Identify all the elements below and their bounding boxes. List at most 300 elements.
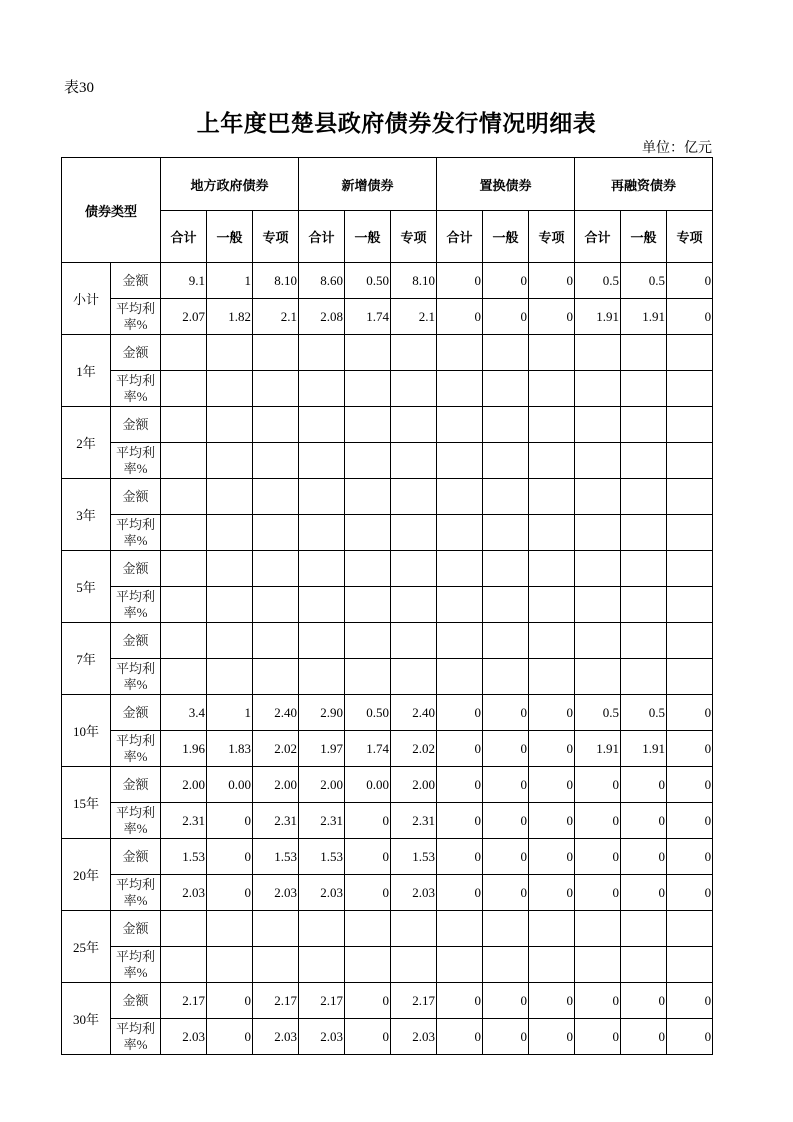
value-cell: 0.50 (345, 263, 391, 299)
value-cell (299, 371, 345, 407)
value-cell: 0 (437, 767, 483, 803)
value-cell (529, 947, 575, 983)
value-cell: 1.53 (161, 839, 207, 875)
value-cell: 8.60 (299, 263, 345, 299)
group-header-refinancing: 再融资债券 (575, 158, 713, 211)
value-cell: 2.03 (391, 875, 437, 911)
value-cell (345, 407, 391, 443)
value-cell (621, 479, 667, 515)
value-cell (529, 623, 575, 659)
term-label: 3年 (62, 479, 111, 551)
amount-label: 金额 (111, 839, 161, 875)
value-cell (621, 407, 667, 443)
value-cell: 1.91 (621, 299, 667, 335)
value-cell: 0 (667, 803, 713, 839)
term-label: 25年 (62, 911, 111, 983)
value-cell: 8.10 (391, 263, 437, 299)
table-row-rate (62, 659, 713, 695)
value-cell: 3.4 (161, 695, 207, 731)
value-cell (483, 407, 529, 443)
value-cell (437, 623, 483, 659)
value-cell (667, 335, 713, 371)
value-cell (253, 371, 299, 407)
value-cell (529, 479, 575, 515)
value-cell (667, 371, 713, 407)
value-cell (621, 587, 667, 623)
value-cell: 0 (207, 839, 253, 875)
value-cell: 0 (483, 767, 529, 803)
term-label: 7年 (62, 623, 111, 695)
bond-issuance-table (61, 157, 713, 1055)
value-cell: 1.74 (345, 299, 391, 335)
value-cell: 0 (529, 299, 575, 335)
rate-label: 平均利率% (111, 515, 161, 551)
value-cell (575, 479, 621, 515)
value-cell: 0 (437, 731, 483, 767)
corner-header: 债券类型 (62, 158, 161, 263)
value-cell (299, 551, 345, 587)
value-cell (529, 911, 575, 947)
rate-label: 平均利率% (111, 587, 161, 623)
value-cell: 0 (437, 1019, 483, 1055)
value-cell (529, 335, 575, 371)
subcol-header-special: 专项 (253, 211, 299, 263)
value-cell (621, 515, 667, 551)
term-label: 2年 (62, 407, 111, 479)
value-cell: 2.03 (391, 1019, 437, 1055)
value-cell: 0 (667, 299, 713, 335)
value-cell: 2.1 (253, 299, 299, 335)
value-cell: 2.40 (391, 695, 437, 731)
rate-label: 平均利率% (111, 299, 161, 335)
value-cell: 0 (667, 767, 713, 803)
value-cell (483, 515, 529, 551)
group-header-replacement: 置换债券 (437, 158, 575, 211)
value-cell: 0 (437, 263, 483, 299)
value-cell: 1.53 (391, 839, 437, 875)
value-cell: 0 (667, 839, 713, 875)
value-cell: 0 (529, 875, 575, 911)
value-cell: 2.17 (161, 983, 207, 1019)
table-row-rate (62, 875, 713, 911)
value-cell: 2.90 (299, 695, 345, 731)
group-header-new: 新增债券 (299, 158, 437, 211)
term-label: 10年 (62, 695, 111, 767)
value-cell (161, 515, 207, 551)
table-row-amount (62, 695, 713, 731)
table-row-rate (62, 947, 713, 983)
value-cell: 2.31 (161, 803, 207, 839)
value-cell: 2.17 (299, 983, 345, 1019)
value-cell (483, 335, 529, 371)
value-cell (391, 479, 437, 515)
value-cell (161, 623, 207, 659)
value-cell: 0 (345, 875, 391, 911)
subcol-header-special: 专项 (529, 211, 575, 263)
unit-label: 单位：亿元 (642, 141, 712, 156)
value-cell (621, 371, 667, 407)
term-label: 5年 (62, 551, 111, 623)
value-cell (575, 623, 621, 659)
table-row-amount (62, 767, 713, 803)
value-cell (299, 479, 345, 515)
value-cell: 0 (667, 263, 713, 299)
term-label: 15年 (62, 767, 111, 839)
value-cell: 1.91 (575, 299, 621, 335)
value-cell: 2.03 (161, 1019, 207, 1055)
value-cell: 0 (529, 839, 575, 875)
value-cell (391, 551, 437, 587)
value-cell (483, 587, 529, 623)
table-row-rate (62, 731, 713, 767)
amount-label: 金额 (111, 695, 161, 731)
value-cell (575, 587, 621, 623)
value-cell (437, 587, 483, 623)
value-cell (391, 515, 437, 551)
value-cell (253, 479, 299, 515)
subcol-header-special: 专项 (391, 211, 437, 263)
value-cell: 0 (529, 731, 575, 767)
value-cell: 0 (575, 1019, 621, 1055)
value-cell: 0 (207, 983, 253, 1019)
value-cell: 0 (483, 731, 529, 767)
value-cell: 0 (529, 803, 575, 839)
value-cell (207, 407, 253, 443)
value-cell: 0 (529, 1019, 575, 1055)
value-cell (161, 407, 207, 443)
value-cell (345, 515, 391, 551)
value-cell (345, 443, 391, 479)
value-cell (345, 479, 391, 515)
value-cell (621, 551, 667, 587)
value-cell (345, 551, 391, 587)
header-row-groups (62, 158, 713, 211)
value-cell: 0 (621, 1019, 667, 1055)
term-label: 20年 (62, 839, 111, 911)
value-cell (299, 947, 345, 983)
value-cell (621, 947, 667, 983)
value-cell: 0 (575, 767, 621, 803)
term-label: 1年 (62, 335, 111, 407)
value-cell (667, 587, 713, 623)
value-cell: 0 (207, 1019, 253, 1055)
value-cell: 0 (483, 299, 529, 335)
rate-label: 平均利率% (111, 443, 161, 479)
value-cell: 2.03 (161, 875, 207, 911)
value-cell (483, 623, 529, 659)
value-cell (253, 659, 299, 695)
value-cell (529, 371, 575, 407)
value-cell (483, 659, 529, 695)
rate-label: 平均利率% (111, 803, 161, 839)
value-cell: 0 (345, 983, 391, 1019)
value-cell: 0 (575, 983, 621, 1019)
value-cell: 0 (207, 803, 253, 839)
value-cell (483, 443, 529, 479)
value-cell (207, 659, 253, 695)
value-cell: 2.07 (161, 299, 207, 335)
value-cell (529, 551, 575, 587)
value-cell (437, 515, 483, 551)
value-cell (161, 911, 207, 947)
value-cell: 0 (529, 263, 575, 299)
table-number: 表30 (64, 80, 95, 96)
value-cell: 2.31 (299, 803, 345, 839)
value-cell (529, 443, 575, 479)
value-cell: 1.96 (161, 731, 207, 767)
term-label: 30年 (62, 983, 111, 1055)
value-cell (207, 479, 253, 515)
amount-label: 金额 (111, 911, 161, 947)
value-cell: 2.40 (253, 695, 299, 731)
value-cell (483, 371, 529, 407)
value-cell: 0 (437, 299, 483, 335)
value-cell (529, 515, 575, 551)
value-cell (575, 659, 621, 695)
value-cell (161, 335, 207, 371)
value-cell: 0 (667, 695, 713, 731)
value-cell (161, 371, 207, 407)
rate-label: 平均利率% (111, 371, 161, 407)
value-cell (299, 443, 345, 479)
value-cell: 0 (529, 695, 575, 731)
value-cell (575, 407, 621, 443)
value-cell: 2.1 (391, 299, 437, 335)
amount-label: 金额 (111, 407, 161, 443)
term-label: 小计 (62, 263, 111, 335)
value-cell (391, 587, 437, 623)
value-cell: 0 (575, 875, 621, 911)
value-cell: 0.5 (575, 695, 621, 731)
value-cell (575, 947, 621, 983)
value-cell (207, 587, 253, 623)
value-cell (667, 911, 713, 947)
value-cell (345, 911, 391, 947)
value-cell: 0 (575, 839, 621, 875)
value-cell (621, 335, 667, 371)
value-cell (345, 623, 391, 659)
value-cell (253, 335, 299, 371)
value-cell (575, 335, 621, 371)
table-row-amount (62, 911, 713, 947)
amount-label: 金额 (111, 623, 161, 659)
table-row-amount (62, 551, 713, 587)
value-cell (621, 623, 667, 659)
value-cell: 0 (345, 839, 391, 875)
value-cell: 1.53 (253, 839, 299, 875)
table-row-rate (62, 371, 713, 407)
table-row-amount (62, 839, 713, 875)
value-cell (253, 407, 299, 443)
value-cell (437, 407, 483, 443)
value-cell: 2.02 (253, 731, 299, 767)
value-cell (253, 587, 299, 623)
value-cell: 0 (483, 263, 529, 299)
value-cell: 8.10 (253, 263, 299, 299)
value-cell (299, 623, 345, 659)
rate-label: 平均利率% (111, 875, 161, 911)
value-cell (667, 947, 713, 983)
value-cell (345, 947, 391, 983)
table-row-rate (62, 299, 713, 335)
table-row-amount (62, 263, 713, 299)
value-cell: 2.03 (299, 1019, 345, 1055)
value-cell: 0 (483, 1019, 529, 1055)
value-cell (207, 515, 253, 551)
value-cell: 0.50 (345, 695, 391, 731)
subcol-header-total: 合计 (575, 211, 621, 263)
value-cell: 2.00 (253, 767, 299, 803)
value-cell: 1.83 (207, 731, 253, 767)
subcol-header-general: 一般 (621, 211, 667, 263)
value-cell: 0.5 (621, 263, 667, 299)
value-cell: 0 (437, 983, 483, 1019)
value-cell (299, 515, 345, 551)
value-cell: 2.17 (391, 983, 437, 1019)
value-cell: 1.82 (207, 299, 253, 335)
amount-label: 金额 (111, 767, 161, 803)
value-cell (529, 659, 575, 695)
value-cell (299, 587, 345, 623)
value-cell: 2.00 (161, 767, 207, 803)
value-cell: 2.03 (299, 875, 345, 911)
value-cell (391, 335, 437, 371)
value-cell (391, 407, 437, 443)
value-cell (161, 587, 207, 623)
value-cell: 0 (483, 839, 529, 875)
value-cell (437, 659, 483, 695)
value-cell: 0 (621, 803, 667, 839)
value-cell (529, 407, 575, 443)
value-cell (667, 479, 713, 515)
value-cell: 0 (621, 767, 667, 803)
value-cell (391, 371, 437, 407)
value-cell: 0 (667, 875, 713, 911)
table-row-amount (62, 407, 713, 443)
value-cell: 0 (529, 767, 575, 803)
value-cell: 0 (667, 1019, 713, 1055)
value-cell: 0.00 (207, 767, 253, 803)
value-cell (391, 659, 437, 695)
value-cell: 2.00 (391, 767, 437, 803)
value-cell (253, 947, 299, 983)
value-cell: 1 (207, 695, 253, 731)
amount-label: 金额 (111, 335, 161, 371)
rate-label: 平均利率% (111, 731, 161, 767)
value-cell: 1.74 (345, 731, 391, 767)
value-cell (667, 443, 713, 479)
table-row-amount (62, 623, 713, 659)
value-cell (299, 335, 345, 371)
value-cell (667, 659, 713, 695)
value-cell: 0 (483, 983, 529, 1019)
value-cell: 0 (621, 839, 667, 875)
amount-label: 金额 (111, 263, 161, 299)
value-cell: 0 (529, 983, 575, 1019)
page-title: 上年度巴楚县政府债券发行情况明细表 (196, 111, 597, 137)
value-cell (391, 947, 437, 983)
table-row-amount (62, 479, 713, 515)
value-cell (299, 659, 345, 695)
value-cell (575, 371, 621, 407)
value-cell (299, 911, 345, 947)
value-cell: 0 (575, 803, 621, 839)
amount-label: 金额 (111, 983, 161, 1019)
rate-label: 平均利率% (111, 659, 161, 695)
value-cell (621, 443, 667, 479)
value-cell: 1.91 (621, 731, 667, 767)
value-cell: 0 (345, 803, 391, 839)
value-cell: 2.03 (253, 1019, 299, 1055)
subcol-header-total: 合计 (299, 211, 345, 263)
value-cell (161, 551, 207, 587)
value-cell (345, 335, 391, 371)
value-cell (207, 623, 253, 659)
value-cell: 0 (667, 731, 713, 767)
value-cell: 0 (621, 875, 667, 911)
value-cell: 1 (207, 263, 253, 299)
value-cell (207, 911, 253, 947)
value-cell: 0 (483, 803, 529, 839)
value-cell: 2.31 (253, 803, 299, 839)
table-row-rate (62, 803, 713, 839)
subcol-header-total: 合计 (437, 211, 483, 263)
value-cell (345, 371, 391, 407)
value-cell (575, 515, 621, 551)
amount-label: 金额 (111, 551, 161, 587)
value-cell (667, 551, 713, 587)
group-header-local-gov: 地方政府债券 (161, 158, 299, 211)
value-cell (437, 551, 483, 587)
value-cell (621, 911, 667, 947)
value-cell (253, 551, 299, 587)
table-row-rate (62, 1019, 713, 1055)
value-cell: 0 (483, 695, 529, 731)
amount-label: 金额 (111, 479, 161, 515)
value-cell: 0 (667, 983, 713, 1019)
value-cell (437, 947, 483, 983)
value-cell: 2.02 (391, 731, 437, 767)
table-row-rate (62, 443, 713, 479)
value-cell (207, 443, 253, 479)
value-cell: 0 (437, 839, 483, 875)
subcol-header-general: 一般 (207, 211, 253, 263)
value-cell (253, 911, 299, 947)
value-cell (575, 443, 621, 479)
value-cell: 9.1 (161, 263, 207, 299)
value-cell: 0 (483, 875, 529, 911)
value-cell (161, 443, 207, 479)
subcol-header-total: 合计 (161, 211, 207, 263)
table-row-amount (62, 335, 713, 371)
value-cell: 2.17 (253, 983, 299, 1019)
value-cell (207, 551, 253, 587)
table-row-rate (62, 515, 713, 551)
subcol-header-general: 一般 (345, 211, 391, 263)
value-cell (391, 443, 437, 479)
value-cell: 2.08 (299, 299, 345, 335)
value-cell: 1.91 (575, 731, 621, 767)
value-cell (437, 335, 483, 371)
value-cell (207, 947, 253, 983)
value-cell: 2.00 (299, 767, 345, 803)
value-cell (161, 479, 207, 515)
value-cell (437, 479, 483, 515)
value-cell (483, 479, 529, 515)
subcol-header-general: 一般 (483, 211, 529, 263)
value-cell (161, 659, 207, 695)
value-cell: 0 (345, 1019, 391, 1055)
